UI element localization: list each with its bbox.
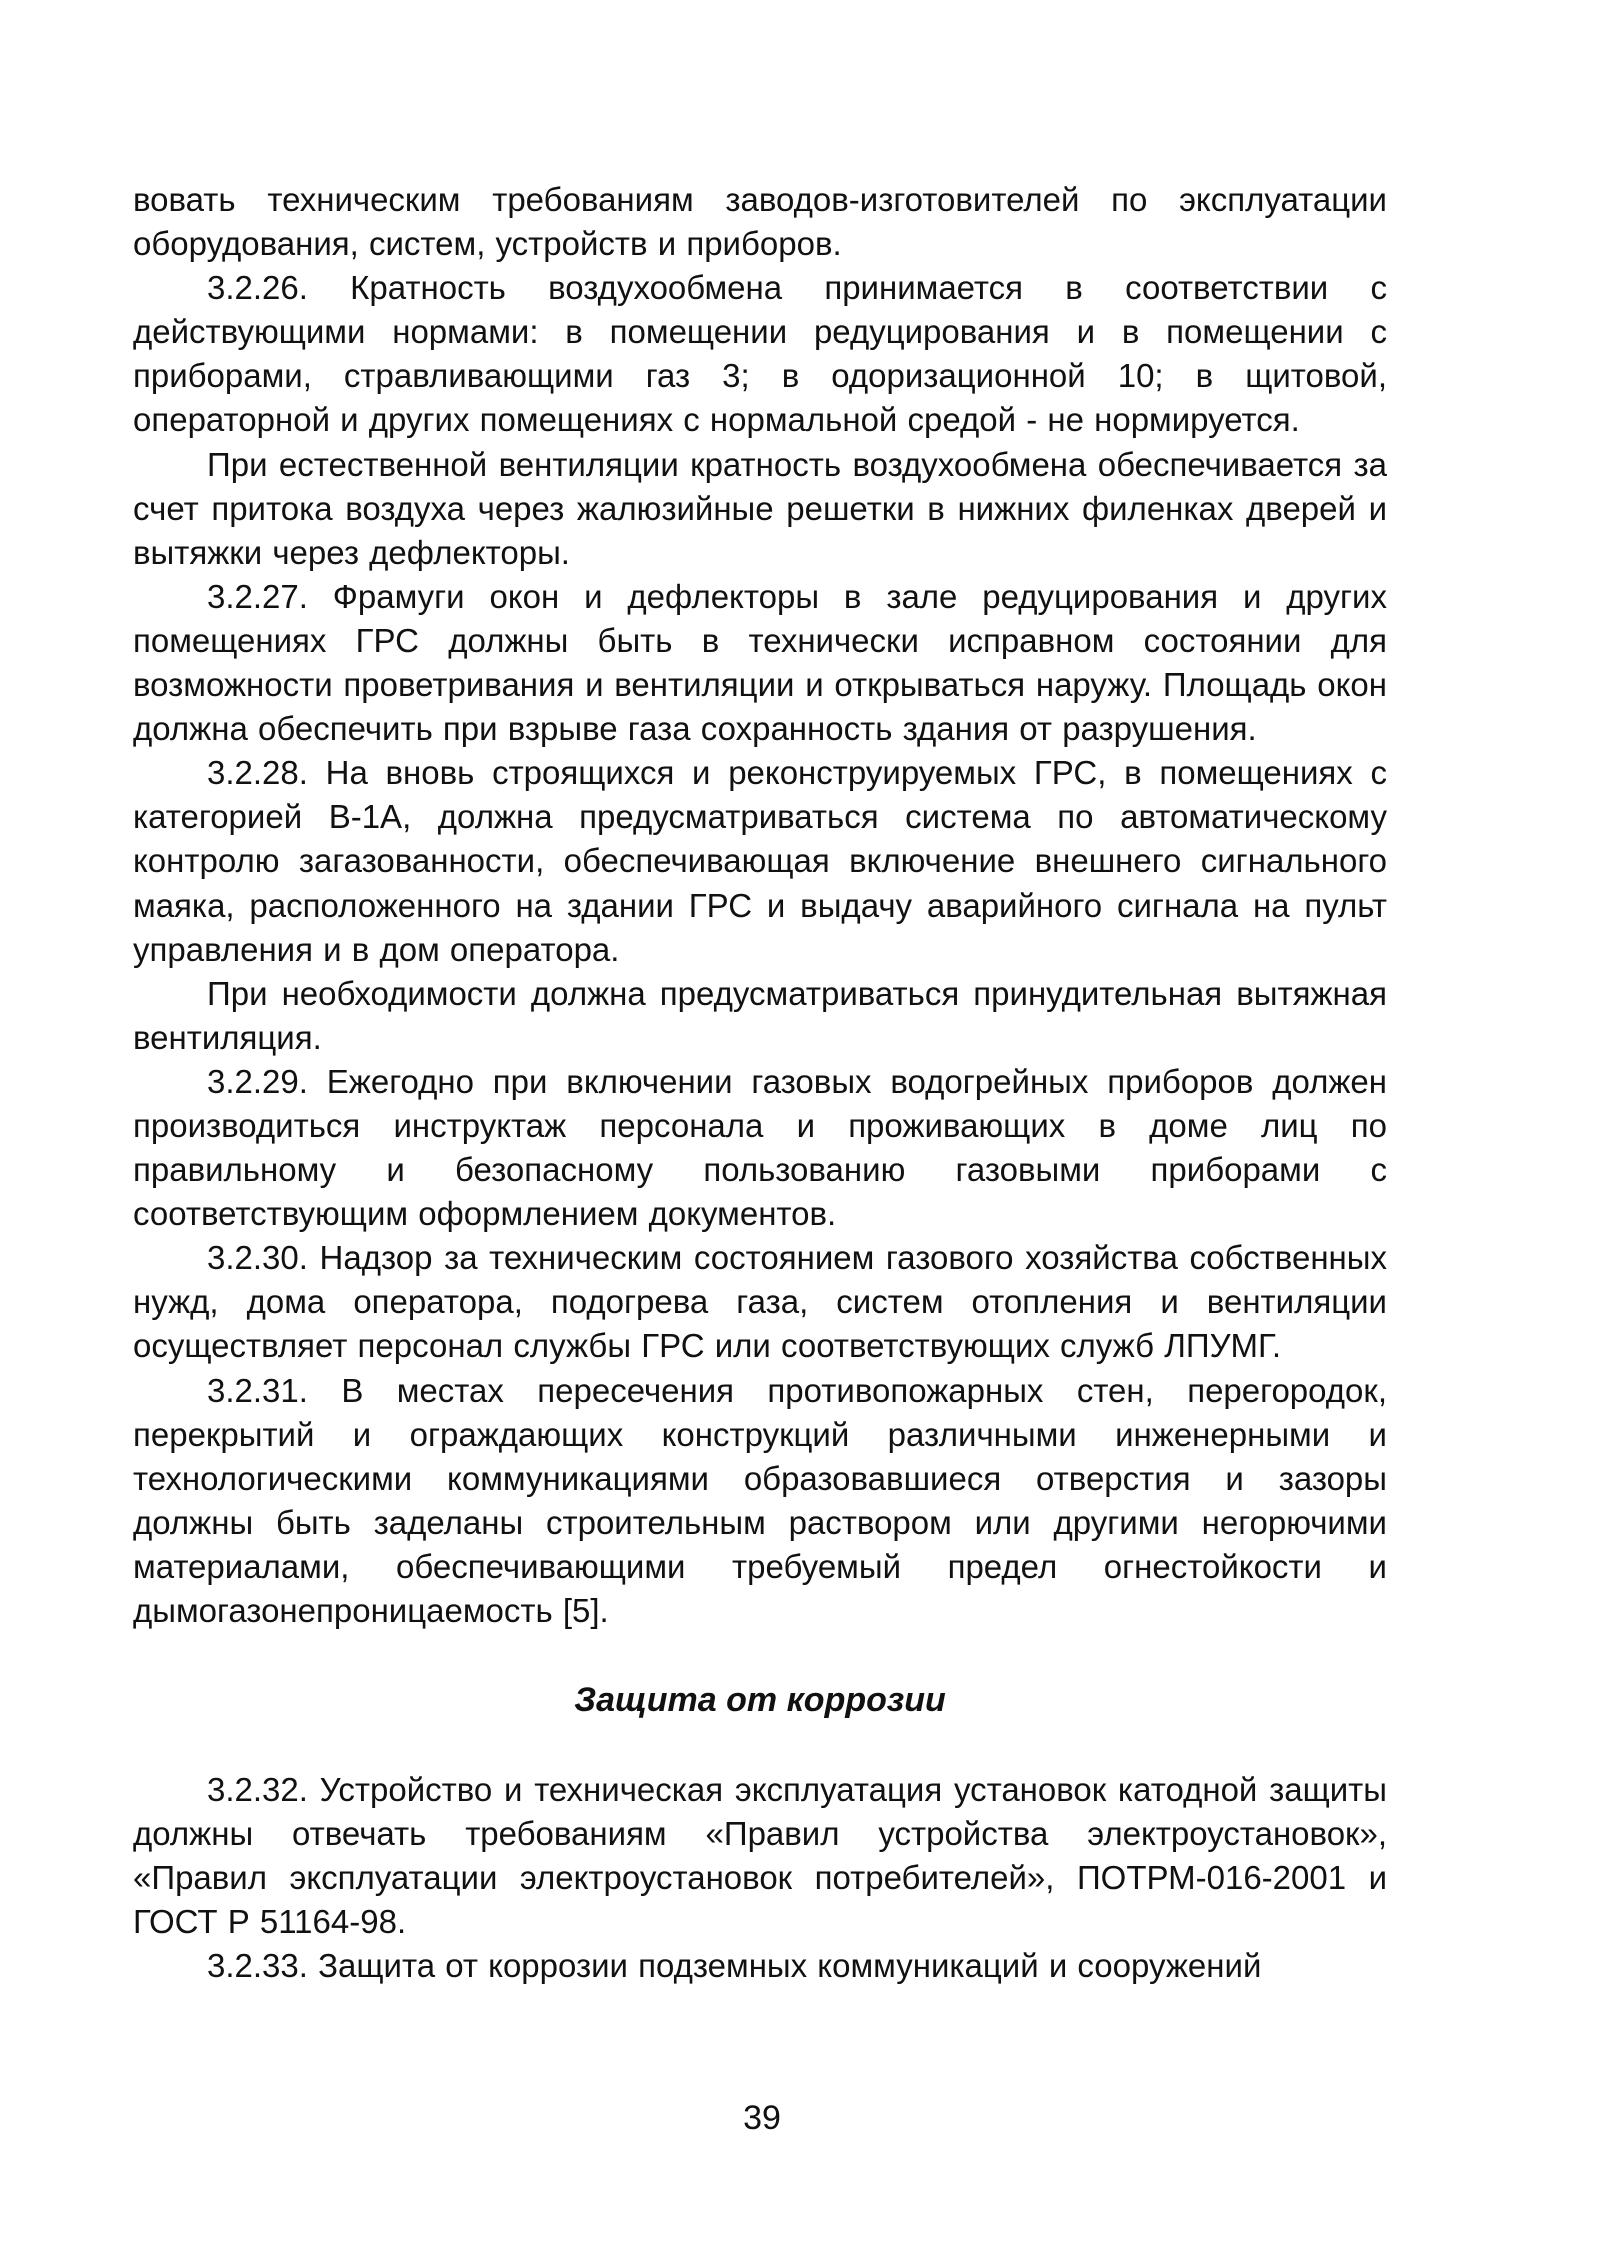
paragraph-3-2-28: 3.2.28. На вновь строящихся и реконструируемых ГРС, в помещениях с категорией В-1А, должна предусматриваться система по автоматическому контролю загазованности, обеспечивающая включение внешнего сигнального маяка, расположенного на здании ГРС и выдачу аварийного сигнала на пульт управления и в дом оператора.: [133, 754, 1387, 968]
document-page: [133, 178, 1387, 1989]
paragraph-3-2-30: 3.2.30. Надзор за техническим состоянием газового хозяйства собственных нужд, дома оператора, подогрева газа, систем отопления и вентиляции осуществляет персонал службы ГРС или соответствующих служб ЛПУМГ.: [133, 1239, 1387, 1365]
paragraph-3-2-26: 3.2.26. Кратность воздухообмена принимается в соответствии с действующими нормами: в помещении редуцирования и в помещении с приборами, стравливающими газ 3; в одоризационной 10; в щитовой, операторной и других помещениях с нормальной средой - не нормируется.: [133, 269, 1387, 439]
paragraph-3-2-33: 3.2.33. Защита от коррозии подземных коммуникаций и сооружений: [207, 1947, 1262, 1985]
paragraph-3-2-29: 3.2.29. Ежегодно при включении газовых водогрейных приборов должен производиться инструктаж персонала и проживающих в доме лиц по правильному и безопасному пользованию газовыми приборами с соответствующим оформлением документов.: [133, 1062, 1387, 1233]
page-number: 39: [743, 2099, 781, 2137]
section-heading: Защита от коррозии: [574, 1681, 946, 1720]
paragraph-natural-ventilation: При естественной вентиляции кратность воздухообмена обеспечивается за счет притока воздуха через жалюзийные решетки в нижних филенках дверей и вытяжки через дефлекторы.: [133, 445, 1387, 571]
paragraph-3-2-31: 3.2.31. В местах пересечения противопожарных стен, перегородок, перекрытий и ограждающих конструкций различными инженерными и технологическими коммуникациями образовавшиеся отверстия и зазоры должны быть заделаны строительным раствором или другими негорючими материалами, обеспечивающими требуемый предел огнестойкости и дымогазонепроницаемость [5].: [133, 1371, 1387, 1629]
paragraph-continuation: вовать техническим требованиям заводов-изготовителей по эксплуатации оборудования, систем, устройств и приборов.: [133, 181, 1387, 263]
paragraph-3-2-27: 3.2.27. Фрамуги окон и дефлекторы в зале редуцирования и других помещениях ГРС должны быть в технически исправном состоянии для возможности проветривания и вентиляции и открываться наружу. Площадь окон должна обеспечить при взрыве газа сохранность здания от разрушения.: [133, 577, 1387, 748]
paragraph-forced-ventilation: При необходимости должна предусматриваться принудительная вытяжная вентиляция.: [133, 974, 1387, 1056]
paragraph-3-2-32: 3.2.32. Устройство и техническая эксплуатация установок катодной защиты должны отвечать требованиям «Правил устройства электроустановок», «Правил эксплуатации электроустановок потребителей», ПОТРМ-016-2001 и ГОСТ Р 51164-98.: [133, 1771, 1387, 1941]
